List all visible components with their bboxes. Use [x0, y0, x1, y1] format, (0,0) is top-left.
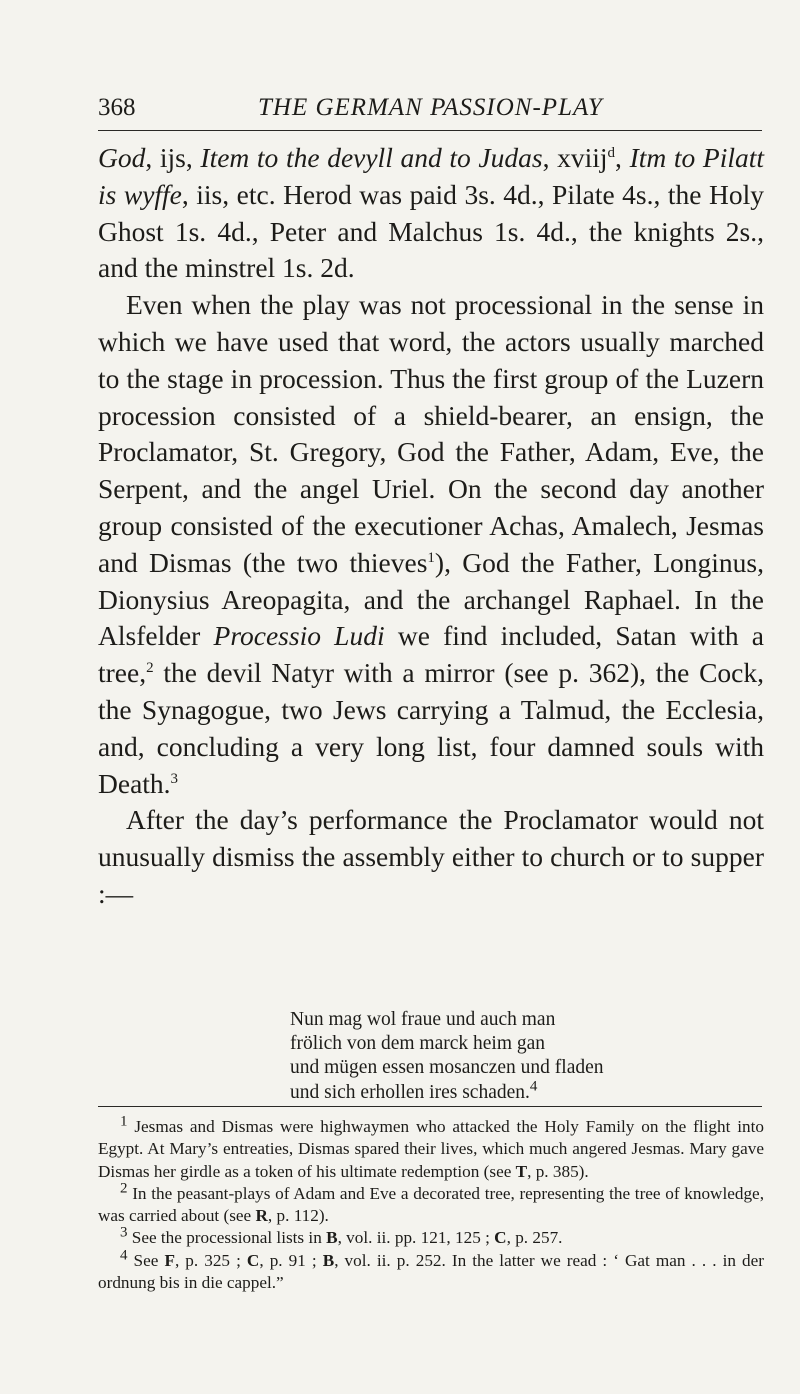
verse-line [290, 1078, 750, 1105]
footnote-ref: 3 [170, 770, 179, 787]
text-run: we find included, Satan with a tree, [98, 620, 765, 689]
footnote-ref: 1 [427, 549, 435, 566]
footnote-number: 4 [120, 1247, 128, 1264]
text-run: Jesmas and Dismas were highwaymen who attacked the Holy Family on the flight into Egypt. At Mary’s entreaties, Dismas spared their lives, which much angered Jesmas. Mary gave Dismas her girdle as a token of his ultimate redemption (see [98, 1117, 764, 1181]
verse-quote [290, 1008, 750, 1105]
text-run: C [494, 1228, 507, 1248]
verse-line: Nun mag wol fraue und auch man [290, 1009, 556, 1030]
text-run: Processio Ludi [213, 620, 385, 652]
text-run: God [98, 142, 146, 173]
text-run: See the processional lists in [127, 1228, 327, 1248]
text-run: Itm to Pilatt is wyffe [98, 142, 765, 210]
footnote-number: 3 [120, 1224, 128, 1241]
text-run: the devil Natyr with a mirror (see p. 362), the Cock, the Synagogue, two Jews carrying a Talmud, the Ecclesia, and, concluding a very long list, four damned souls with Death. [98, 657, 764, 799]
verse-line: und mügen essen mosanczen und fladen [290, 1057, 604, 1079]
paragraph-3: After the day’s performance the Proclamator would not unusually dismiss the assembly either to church or to supper :— [98, 804, 764, 909]
text-run: T [515, 1161, 528, 1181]
text-run: F [164, 1250, 175, 1270]
running-title: THE GERMAN PASSION-PLAY [258, 94, 603, 121]
footnote-number: 1 [120, 1113, 128, 1130]
text-run: B [322, 1250, 335, 1270]
text-run: ), God the Father, Longinus, Dionysius Areopagita, and the archangel Raphael. In the Alsfelder [98, 546, 764, 652]
text-run: In the peasant-plays of Adam and Eve a decorated tree, representing the tree of knowledge, was carried about (see [98, 1183, 764, 1226]
paragraph-2 [98, 287, 764, 802]
page-number: 368 [98, 94, 136, 121]
footnote-number: 2 [120, 1180, 128, 1197]
footnotes [98, 1113, 764, 1294]
footnote-4 [98, 1247, 764, 1295]
footnote-rule [98, 1106, 762, 1107]
text-run: R [255, 1206, 268, 1226]
text-run: , p. 112). [267, 1206, 329, 1226]
footnote-3 [98, 1224, 764, 1249]
text-run: See [127, 1250, 165, 1270]
page-header [98, 94, 764, 128]
text-run: Even when the play was not processional in the sense in which we have used that word, the actors usually marched to the stage in procession. Thus the first group of the Luzern procession consisted of a shield-bearer, an ensign, the Proclamator, St. Gregory, God the Father, Adam, Eve, the Serpent, and the angel Uriel. On the second day another group consisted of the executioner Achas, Amalech, Jesmas and Dismas (the two thieves [98, 289, 764, 578]
text-run: , iis, etc. Herod was paid 3s. 4d., Pilate 4s., the Holy Ghost 1s. 4d., Peter and Malchus 1s. 4d., the knights 2s., and the minstrel 1s. 2d. [98, 178, 764, 284]
text-run: Item to the devyll and to Judas [200, 142, 543, 173]
text-run: , vol. ii. pp. 121, 125 ; [337, 1228, 495, 1248]
footnote-2 [98, 1180, 764, 1228]
text-run: , [615, 142, 630, 173]
text-run: , p. 325 ; [174, 1250, 247, 1270]
text-run: B [326, 1228, 338, 1248]
text-run: , p. 385). [527, 1161, 589, 1181]
text-run: , p. 257. [506, 1228, 563, 1248]
paragraph-1 [98, 140, 764, 287]
text-run: , p. 91 ; [259, 1250, 323, 1270]
footnote-ref: 2 [146, 660, 154, 676]
header-rule [98, 130, 762, 131]
footnote-1 [98, 1113, 764, 1183]
text-run: , ijs, [145, 142, 201, 173]
text-run: und sich erhollen ires schaden. [290, 1081, 530, 1103]
verse-line: frölich von dem marck heim gan [290, 1033, 546, 1055]
text-run: C [246, 1250, 260, 1270]
text-run: , vol. ii. p. 252. In the latter we read : ‘ Gat man . . . in der ordnung bis in die cappel.” [98, 1250, 764, 1293]
superscript: d [607, 144, 616, 161]
text-run: , xviij [542, 142, 608, 173]
body-text [98, 140, 764, 913]
footnote-ref: 4 [529, 1078, 538, 1095]
